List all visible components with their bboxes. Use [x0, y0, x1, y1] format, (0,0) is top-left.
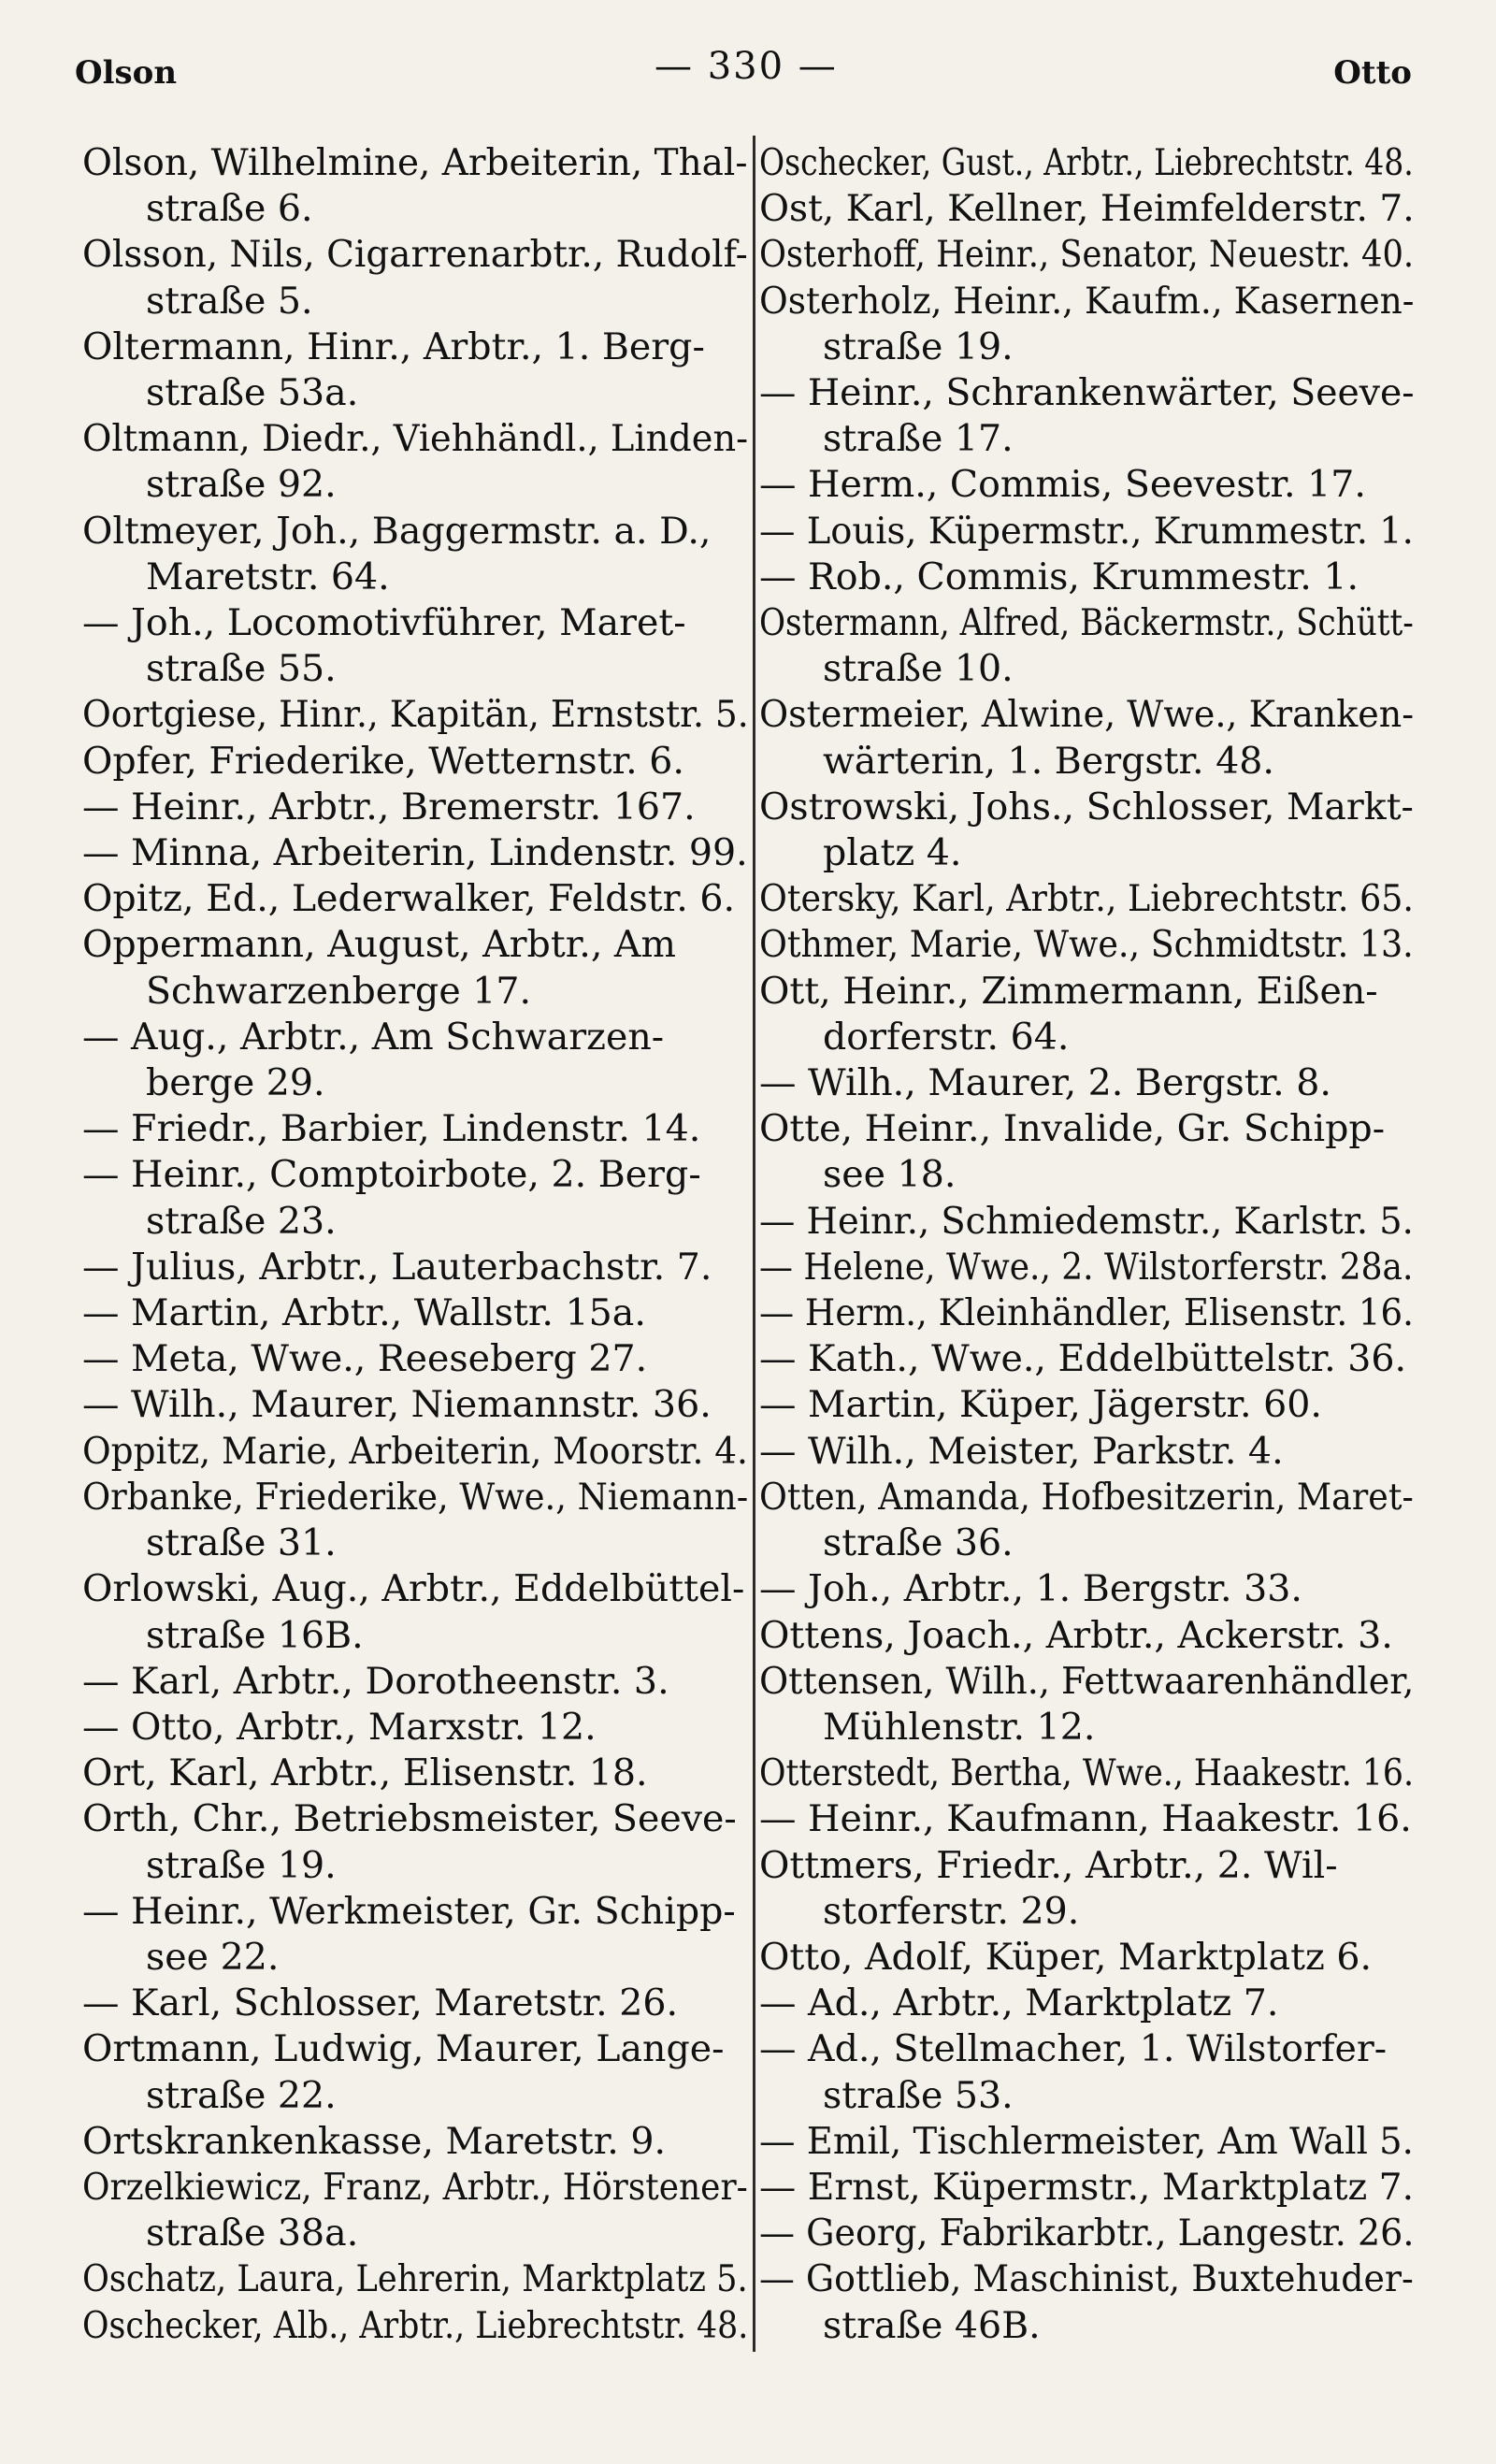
- entry-continuation: straße 53a.: [146, 371, 359, 415]
- entry-continuation: see 22.: [146, 1935, 280, 1979]
- entry-line: — Ernst, Küpermstr., Marktplatz 7.: [759, 2165, 1415, 2209]
- entry-line: Otten, Amanda, Hofbesitzerin, Maret-: [759, 1475, 1414, 1519]
- directory-entry: [759, 969, 1414, 1060]
- entry-line: — Rob., Commis, Krummestr. 1.: [759, 555, 1359, 598]
- entry-line: Ott, Heinr., Zimmermann, Eißen-: [759, 969, 1378, 1013]
- header-last-name: Otto: [1333, 54, 1412, 92]
- entry-continuation: straße 23.: [146, 1199, 337, 1243]
- entry-line: — Emil, Tischlermeister, Am Wall 5.: [759, 2119, 1414, 2163]
- entry-line: Oschecker, Alb., Arbtr., Liebrechtstr. 48.: [82, 2303, 749, 2347]
- directory-entry: [82, 1705, 748, 1751]
- entry-continuation: straße 31.: [146, 1521, 337, 1565]
- directory-entry: [759, 1613, 1414, 1659]
- entry-line: Orlowski, Aug., Arbtr., Eddelbüttel-: [82, 1567, 745, 1611]
- directory-entry: [82, 2026, 748, 2118]
- entry-continuation: straße 17.: [823, 417, 1014, 461]
- entry-line: — Helene, Wwe., 2. Wilstorferstr. 28a.: [759, 1245, 1414, 1289]
- directory-entry: [759, 1659, 1414, 1751]
- directory-entry: [759, 1106, 1414, 1198]
- entry-line: — Wilh., Maurer, 2. Bergstr. 8.: [759, 1061, 1331, 1105]
- entry-line: Oltmeyer, Joh., Baggermstr. a. D.,: [82, 509, 712, 553]
- entry-line: — Heinr., Comptoirbote, 2. Berg-: [82, 1153, 701, 1197]
- entry-continuation: see 18.: [823, 1153, 957, 1197]
- entry-continuation: Schwarzenberge 17.: [146, 969, 532, 1013]
- directory-entry: [82, 1152, 748, 1244]
- directory-entry: [759, 1336, 1414, 1382]
- entry-line: Ottmers, Friedr., Arbtr., 2. Wil-: [759, 1843, 1338, 1887]
- entry-continuation: straße 55.: [146, 647, 337, 691]
- directory-entry: [759, 1566, 1414, 1612]
- entry-line: — Martin, Küper, Jägerstr. 60.: [759, 1383, 1322, 1427]
- entry-continuation: straße 22.: [146, 2073, 337, 2117]
- entry-line: — Heinr., Schrankenwärter, Seeve-: [759, 371, 1415, 415]
- entry-line: Oppitz, Marie, Arbeiterin, Moorstr. 4.: [82, 1429, 748, 1473]
- entry-line: — Herm., Commis, Seevestr. 17.: [759, 463, 1366, 507]
- directory-entry: [759, 600, 1414, 692]
- directory-entry: [82, 600, 748, 692]
- directory-entry: [82, 1015, 748, 1106]
- entry-line: Ortmann, Ludwig, Maurer, Lange-: [82, 2027, 725, 2071]
- entry-line: — Heinr., Schmiedemstr., Karlstr. 5.: [759, 1199, 1414, 1243]
- entry-continuation: straße 16B.: [146, 1613, 364, 1657]
- entry-line: — Wilh., Meister, Parkstr. 4.: [759, 1429, 1284, 1473]
- entry-line: — Minna, Arbeiterin, Lindenstr. 99.: [82, 831, 748, 875]
- directory-entry: [759, 922, 1414, 968]
- directory-entry: [759, 1199, 1414, 1245]
- directory-entry: [82, 232, 748, 324]
- entry-line: Ortskrankenkasse, Maretstr. 9.: [82, 2119, 667, 2163]
- directory-entry: [82, 2165, 748, 2256]
- directory-entry: [82, 1382, 748, 1428]
- entry-line: Orbanke, Friederike, Wwe., Niemann-: [82, 1475, 749, 1519]
- entry-line: Otte, Heinr., Invalide, Gr. Schipp-: [759, 1107, 1386, 1151]
- entry-line: — Joh., Locomotivführer, Maret-: [82, 601, 686, 645]
- entry-line: — Georg, Fabrikarbtr., Langestr. 26.: [759, 2212, 1415, 2255]
- entry-line: Ort, Karl, Arbtr., Elisenstr. 18.: [82, 1751, 648, 1795]
- directory-entry: [82, 509, 748, 600]
- entry-line: — Heinr., Kaufmann, Haakestr. 16.: [759, 1797, 1412, 1841]
- page-number: — 330 —: [654, 45, 838, 88]
- directory-entry: [759, 2256, 1414, 2348]
- column-divider: [753, 136, 755, 2352]
- entry-continuation: straße 53.: [823, 2073, 1014, 2117]
- entry-line: Ostermeier, Alwine, Wwe., Kranken-: [759, 693, 1415, 737]
- directory-entry: [82, 876, 748, 922]
- directory-entry: [759, 1843, 1414, 1935]
- directory-entry: [82, 1566, 748, 1658]
- directory-entry: [759, 370, 1414, 462]
- directory-entry: [759, 785, 1414, 876]
- directory-entry: [82, 2303, 748, 2349]
- directory-entry: [82, 830, 748, 876]
- entry-line: Otersky, Karl, Arbtr., Liebrechtstr. 65.: [759, 877, 1414, 921]
- entry-line: Oppermann, August, Arbtr., Am: [82, 923, 676, 967]
- directory-entry: [759, 555, 1414, 600]
- entry-line: — Ad., Stellmacher, 1. Wilstorfer-: [759, 2027, 1388, 2071]
- entry-line: Oschatz, Laura, Lehrerin, Marktplatz 5.: [82, 2257, 748, 2301]
- right-column: [759, 140, 1414, 2349]
- entry-line: — Herm., Kleinhändler, Elisenstr. 16.: [759, 1291, 1414, 1335]
- directory-entry: [82, 1981, 748, 2026]
- entry-line: — Julius, Arbtr., Lauterbachstr. 7.: [82, 1245, 712, 1289]
- entry-continuation: Maretstr. 64.: [146, 555, 390, 598]
- entry-line: Ost, Karl, Kellner, Heimfelderstr. 7.: [759, 187, 1415, 231]
- entry-continuation: straße 36.: [823, 1521, 1014, 1565]
- entry-line: — Martin, Arbtr., Wallstr. 15a.: [82, 1291, 646, 1335]
- directory-entry: [759, 509, 1414, 555]
- entry-line: — Kath., Wwe., Eddelbüttelstr. 36.: [759, 1337, 1407, 1381]
- entry-continuation: straße 5.: [146, 279, 313, 323]
- entry-line: Othmer, Marie, Wwe., Schmidtstr. 13.: [759, 923, 1414, 967]
- entry-line: — Aug., Arbtr., Am Schwarzen-: [82, 1015, 665, 1059]
- entry-continuation: straße 19.: [146, 1843, 337, 1887]
- entry-line: — Karl, Arbtr., Dorotheenstr. 3.: [82, 1659, 669, 1703]
- entry-line: — Friedr., Barbier, Lindenstr. 14.: [82, 1107, 701, 1151]
- directory-entry: [82, 1290, 748, 1336]
- directory-entry: [82, 1106, 748, 1152]
- entry-line: Orth, Chr., Betriebsmeister, Seeve-: [82, 1797, 737, 1841]
- entry-continuation: berge 29.: [146, 1061, 325, 1105]
- entry-continuation: storferstr. 29.: [823, 1889, 1080, 1933]
- directory-entry: [759, 876, 1414, 922]
- entry-line: — Karl, Schlosser, Maretstr. 26.: [82, 1981, 679, 2025]
- directory-entry: [82, 1245, 748, 1290]
- header-first-name: Olson: [75, 54, 178, 92]
- entry-line: — Gottlieb, Maschinist, Buxtehuder-: [759, 2257, 1414, 2301]
- directory-entry: [82, 416, 748, 508]
- directory-entry: [82, 1751, 748, 1796]
- entry-line: Osterholz, Heinr., Kaufm., Kasernen-: [759, 279, 1415, 323]
- entry-line: Olsson, Nils, Cigarrenarbtr., Rudolf-: [82, 233, 748, 277]
- entry-line: Oltermann, Hinr., Arbtr., 1. Berg-: [82, 324, 705, 368]
- directory-entry: [759, 2026, 1414, 2118]
- entry-line: — Heinr., Werkmeister, Gr. Schipp-: [82, 1889, 736, 1933]
- directory-entry: [759, 1981, 1414, 2026]
- entry-line: Olson, Wilhelmine, Arbeiterin, Thal-: [82, 141, 748, 184]
- directory-entry: [759, 279, 1414, 370]
- directory-entry: [82, 324, 748, 416]
- directory-entry: [82, 2256, 748, 2302]
- directory-entry: [759, 1429, 1414, 1475]
- directory-entry: [82, 1475, 748, 1566]
- directory-entry: [759, 1382, 1414, 1428]
- directory-entry: [82, 739, 748, 785]
- directory-entry: [759, 692, 1414, 784]
- entry-continuation: straße 46B.: [823, 2303, 1041, 2347]
- entry-continuation: straße 19.: [823, 324, 1014, 368]
- directory-entry: [759, 186, 1414, 232]
- directory-entry: [759, 1245, 1414, 1290]
- entry-line: Ottensen, Wilh., Fettwaarenhändler,: [759, 1659, 1415, 1703]
- directory-entry: [759, 232, 1414, 278]
- entry-line: Ostermann, Alfred, Bäckermstr., Schütt-: [759, 601, 1414, 645]
- directory-entry: [759, 1475, 1414, 1566]
- entry-line: Otterstedt, Bertha, Wwe., Haakestr. 16.: [759, 1751, 1415, 1795]
- entry-line: — Joh., Arbtr., 1. Bergstr. 33.: [759, 1567, 1302, 1611]
- directory-entry: [759, 1290, 1414, 1336]
- entry-line: — Meta, Wwe., Reeseberg 27.: [82, 1337, 648, 1381]
- entry-continuation: straße 10.: [823, 647, 1014, 691]
- directory-entry: [82, 2119, 748, 2165]
- entry-continuation: straße 38a.: [146, 2212, 359, 2255]
- directory-entry: [82, 1796, 748, 1888]
- entry-line: — Louis, Küpermstr., Krummestr. 1.: [759, 509, 1414, 553]
- directory-entry: [759, 1060, 1414, 1106]
- directory-entry: [759, 2211, 1414, 2256]
- directory-entry: [82, 692, 748, 738]
- entry-line: — Heinr., Arbtr., Bremerstr. 167.: [82, 785, 696, 829]
- directory-entry: [82, 785, 748, 830]
- directory-entry: [759, 1935, 1414, 1981]
- entry-line: Ostrowski, Johs., Schlosser, Markt-: [759, 785, 1414, 829]
- entry-line: Ottens, Joach., Arbtr., Ackerstr. 3.: [759, 1613, 1393, 1657]
- page-header: [75, 45, 1412, 101]
- entry-continuation: platz 4.: [823, 831, 962, 875]
- entry-continuation: wärterin, 1. Bergstr. 48.: [823, 739, 1274, 783]
- entry-line: — Wilh., Maurer, Niemannstr. 36.: [82, 1383, 712, 1427]
- entry-line: Oortgiese, Hinr., Kapitän, Ernststr. 5.: [82, 693, 749, 737]
- entry-line: Opfer, Friederike, Wetternstr. 6.: [82, 739, 684, 783]
- entry-continuation: Mühlenstr. 12.: [823, 1705, 1096, 1749]
- directory-entry: [759, 462, 1414, 508]
- directory-entry: [82, 922, 748, 1014]
- left-column: [82, 140, 748, 2349]
- entry-line: Otto, Adolf, Küper, Marktplatz 6.: [759, 1935, 1373, 1979]
- directory-entry: [82, 1336, 748, 1382]
- directory-entry: [759, 1751, 1414, 1796]
- entry-line: Osterhoff, Heinr., Senator, Neuestr. 40.: [759, 233, 1415, 277]
- directory-entry: [759, 2165, 1414, 2211]
- entry-line: Orzelkiewicz, Franz, Arbtr., Hörstener-: [82, 2165, 748, 2209]
- entry-line: — Ad., Arbtr., Marktplatz 7.: [759, 1981, 1279, 2025]
- directory-entry: [759, 140, 1414, 186]
- entry-line: Opitz, Ed., Lederwalker, Feldstr. 6.: [82, 877, 736, 921]
- directory-entry: [759, 2119, 1414, 2165]
- directory-entry: [759, 1796, 1414, 1842]
- entry-line: — Otto, Arbtr., Marxstr. 12.: [82, 1705, 597, 1749]
- directory-entry: [82, 1429, 748, 1475]
- directory-entry: [82, 1659, 748, 1705]
- entry-continuation: straße 92.: [146, 463, 337, 507]
- directory-entry: [82, 1889, 748, 1981]
- directory-entry: [82, 140, 748, 232]
- entry-line: Oschecker, Gust., Arbtr., Liebrechtstr. 48.: [759, 141, 1414, 184]
- entry-continuation: dorferstr. 64.: [823, 1015, 1070, 1059]
- entry-line: Oltmann, Diedr., Viehhändl., Linden-: [82, 417, 749, 461]
- entry-continuation: straße 6.: [146, 187, 313, 231]
